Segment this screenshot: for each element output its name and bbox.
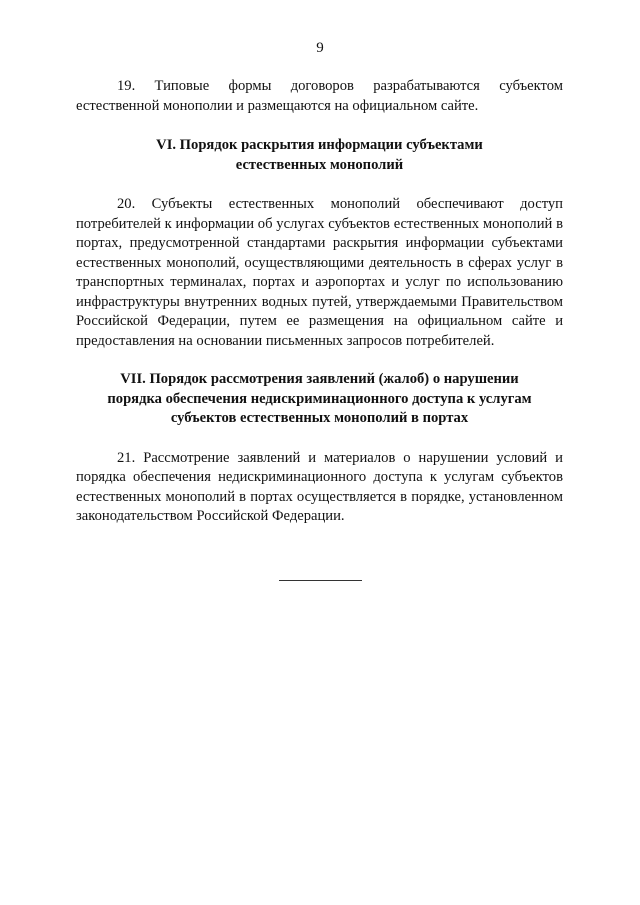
paragraph-20: 20. Субъекты естественных монополий обеспечивают доступ потребителей к информации об услугах субъектов естественных монополий в портах, предусмотренной стандартами раскрытия информации субъектами естественных монополий, осуществляющими деятельность в сферах услуг в транспортных терминалах, портах и аэропортах и услуг по использованию инфраструктуры внутренних водных путей, утверждаемыми Правительством Российской Федерации, путем ее размещения на официальном сайте и предоставления на основании письменных запросов потребителей. xyxy=(76,196,563,349)
end-separator-line xyxy=(279,580,362,581)
section-heading-vii-line-3: субъектов естественных монополий в портах xyxy=(170,410,469,426)
section-heading-vi-line-1: VI. Порядок раскрытия информации субъектами xyxy=(156,137,483,153)
section-heading-vii-line-2: порядка обеспечения недискриминационного доступа к услугам xyxy=(107,390,532,407)
section-heading-vi xyxy=(76,136,563,175)
paragraph-19: 19. Типовые формы договоров разрабатываются субъектом естественной монополии и размещаются на официальном сайте. xyxy=(76,78,563,114)
section-heading-vi-line-2: естественных монополий xyxy=(235,156,404,173)
document-body xyxy=(76,77,563,527)
paragraph-21: 21. Рассмотрение заявлений и материалов о нарушении условий и порядка обеспечения недискриминационного доступа к услугам субъектов естественных монополий в портах осуществляется в порядке, установленном законодательством Российской Федерации. xyxy=(76,449,563,524)
section-heading-vii xyxy=(76,370,563,429)
page-number: 9 xyxy=(316,40,324,56)
section-heading-vii-line-1: VII. Порядок рассмотрения заявлений (жалоб) о нарушении xyxy=(120,371,519,387)
